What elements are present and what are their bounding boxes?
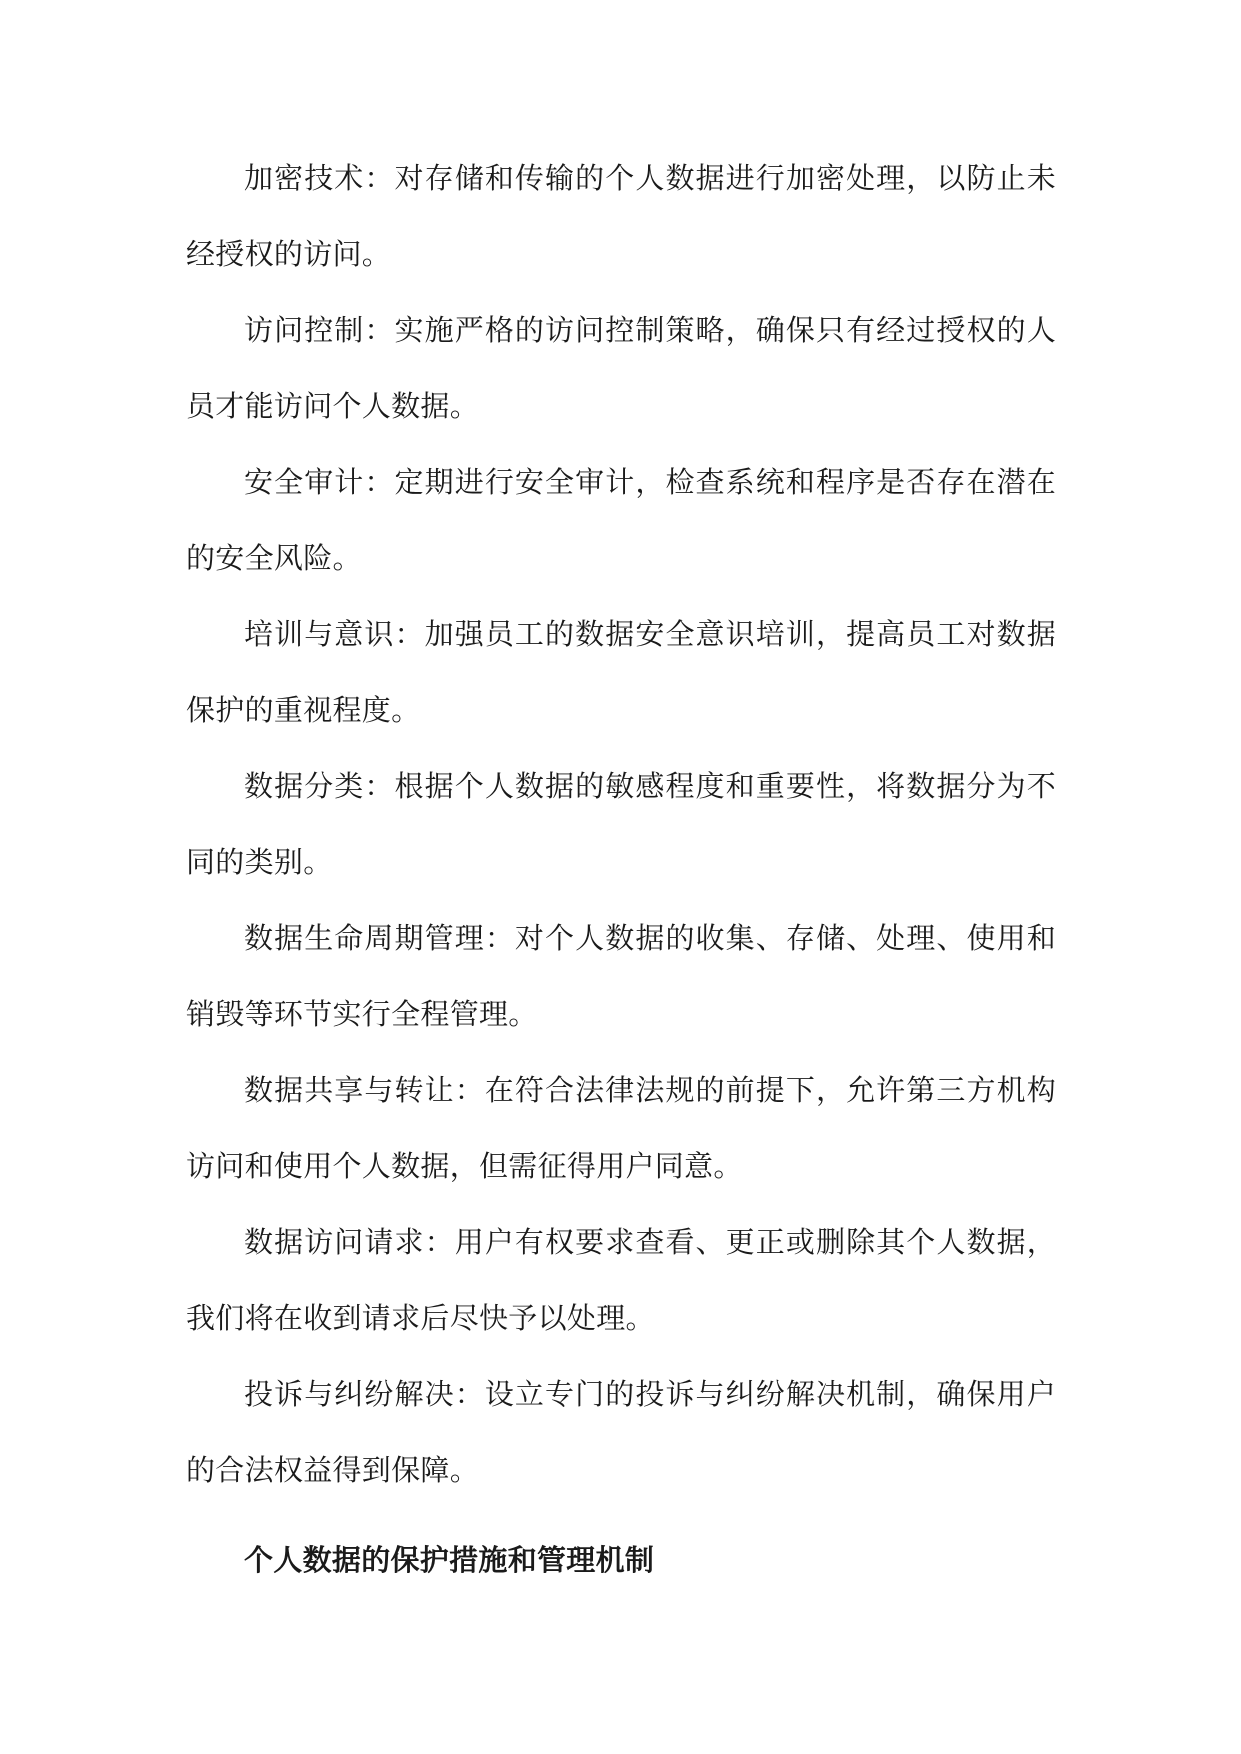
paragraph-encryption: 加密技术：对存储和传输的个人数据进行加密处理，以防止未经授权的访问。 (186, 161, 1056, 271)
paragraph-training: 培训与意识：加强员工的数据安全意识培训，提高员工对数据保护的重视程度。 (186, 617, 1056, 727)
paragraph-complaints: 投诉与纠纷解决：设立专门的投诉与纠纷解决机制，确保用户的合法权益得到保障。 (186, 1377, 1056, 1487)
paragraph-access-control: 访问控制：实施严格的访问控制策略，确保只有经过授权的人员才能访问个人数据。 (186, 313, 1056, 423)
paragraph-data-classification: 数据分类：根据个人数据的敏感程度和重要性，将数据分为不同的类别。 (186, 769, 1056, 879)
paragraph-sharing: 数据共享与转让：在符合法律法规的前提下，允许第三方机构访问和使用个人数据，但需征得用户同意。 (186, 1073, 1056, 1183)
paragraph-lifecycle: 数据生命周期管理：对个人数据的收集、存储、处理、使用和销毁等环节实行全程管理。 (186, 921, 1056, 1031)
document-body (186, 140, 1056, 1598)
section-heading: 个人数据的保护措施和管理机制 (244, 1543, 655, 1577)
paragraph-access-request: 数据访问请求：用户有权要求查看、更正或删除其个人数据，我们将在收到请求后尽快予以处理。 (186, 1225, 1056, 1335)
paragraph-security-audit: 安全审计：定期进行安全审计，检查系统和程序是否存在潜在的安全风险。 (186, 465, 1056, 575)
